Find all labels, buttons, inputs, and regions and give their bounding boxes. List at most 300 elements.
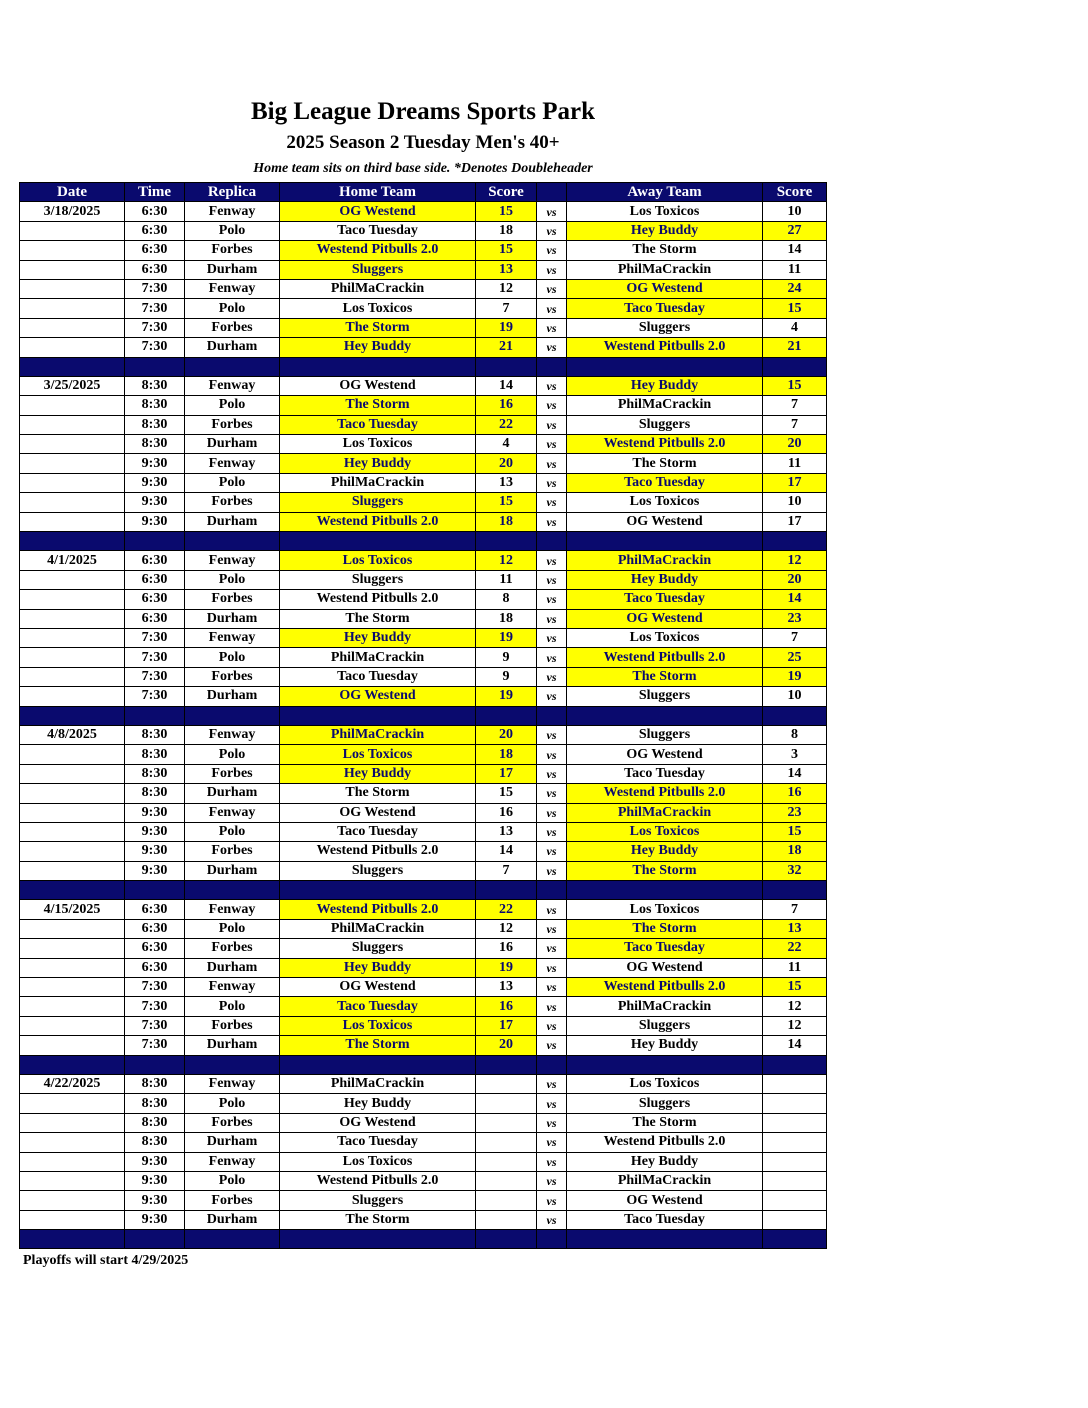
away-score: 19 (763, 667, 827, 686)
game-time: 7:30 (125, 318, 185, 337)
game-field: Fenway (185, 978, 280, 997)
home-team: PhilMaCrackin (280, 1074, 476, 1093)
away-team: The Storm (567, 454, 763, 473)
game-field: Fenway (185, 803, 280, 822)
game-field: Durham (185, 958, 280, 977)
game-time: 6:30 (125, 609, 185, 628)
away-team: Sluggers (567, 1016, 763, 1035)
game-time: 6:30 (125, 202, 185, 221)
game-field: Polo (185, 221, 280, 240)
away-score: 3 (763, 745, 827, 764)
game-date (20, 1152, 125, 1171)
home-score: 11 (476, 570, 537, 589)
game-date (20, 299, 125, 318)
game-field: Forbes (185, 590, 280, 609)
game-time: 6:30 (125, 241, 185, 260)
vs-label: vs (537, 1210, 567, 1229)
game-field: Durham (185, 338, 280, 357)
separator-cell (763, 532, 827, 551)
col-header-replica: Replica (185, 183, 280, 202)
game-date (20, 764, 125, 783)
game-row (20, 958, 827, 977)
vs-label: vs (537, 939, 567, 958)
home-team: Taco Tuesday (280, 1133, 476, 1152)
game-row (20, 1210, 827, 1229)
away-score: 23 (763, 803, 827, 822)
away-team: The Storm (567, 1113, 763, 1132)
game-time: 8:30 (125, 396, 185, 415)
game-time: 9:30 (125, 454, 185, 473)
game-time: 7:30 (125, 1036, 185, 1055)
vs-label: vs (537, 900, 567, 919)
home-team: Sluggers (280, 1191, 476, 1210)
game-row (20, 764, 827, 783)
game-row (20, 822, 827, 841)
game-time: 7:30 (125, 299, 185, 318)
game-row (20, 338, 827, 357)
vs-label: vs (537, 1036, 567, 1055)
game-field: Fenway (185, 376, 280, 395)
home-team: Taco Tuesday (280, 822, 476, 841)
game-row (20, 570, 827, 589)
week-separator (20, 357, 827, 376)
away-score (763, 1094, 827, 1113)
home-score: 19 (476, 958, 537, 977)
home-team: Los Toxicos (280, 551, 476, 570)
game-row (20, 900, 827, 919)
away-score: 12 (763, 997, 827, 1016)
away-score: 22 (763, 939, 827, 958)
home-score: 15 (476, 493, 537, 512)
away-team: Taco Tuesday (567, 1210, 763, 1229)
game-date (20, 221, 125, 240)
home-team: PhilMaCrackin (280, 279, 476, 298)
game-row (20, 221, 827, 240)
away-score (763, 1210, 827, 1229)
game-field: Fenway (185, 900, 280, 919)
home-team: Westend Pitbulls 2.0 (280, 842, 476, 861)
game-time: 6:30 (125, 900, 185, 919)
game-date (20, 997, 125, 1016)
game-time: 7:30 (125, 648, 185, 667)
away-team: Sluggers (567, 415, 763, 434)
game-row (20, 609, 827, 628)
vs-label: vs (537, 202, 567, 221)
game-time: 9:30 (125, 1210, 185, 1229)
game-time: 8:30 (125, 745, 185, 764)
game-time: 7:30 (125, 997, 185, 1016)
away-team: OG Westend (567, 279, 763, 298)
game-date (20, 842, 125, 861)
separator-cell (537, 1230, 567, 1249)
home-team: Los Toxicos (280, 1016, 476, 1035)
away-score: 24 (763, 279, 827, 298)
separator-cell (567, 532, 763, 551)
game-row (20, 1152, 827, 1171)
game-field: Polo (185, 473, 280, 492)
game-date (20, 1094, 125, 1113)
game-time: 6:30 (125, 590, 185, 609)
game-time: 9:30 (125, 842, 185, 861)
away-team: Sluggers (567, 725, 763, 744)
game-time: 6:30 (125, 221, 185, 240)
away-team: The Storm (567, 919, 763, 938)
separator-cell (20, 706, 125, 725)
away-team: Hey Buddy (567, 1036, 763, 1055)
away-score: 25 (763, 648, 827, 667)
home-score: 7 (476, 861, 537, 880)
game-field: Forbes (185, 415, 280, 434)
away-score (763, 1133, 827, 1152)
home-score: 18 (476, 221, 537, 240)
vs-label: vs (537, 861, 567, 880)
away-score: 14 (763, 241, 827, 260)
season-subtitle: 2025 Season 2 Tuesday Men's 40+ (286, 132, 560, 153)
game-date (20, 1113, 125, 1132)
game-field: Fenway (185, 551, 280, 570)
away-team: Sluggers (567, 318, 763, 337)
away-team: Taco Tuesday (567, 299, 763, 318)
home-score: 22 (476, 415, 537, 434)
game-time: 8:30 (125, 725, 185, 744)
away-score: 7 (763, 628, 827, 647)
game-date (20, 609, 125, 628)
game-field: Durham (185, 861, 280, 880)
game-row (20, 1094, 827, 1113)
home-score: 16 (476, 997, 537, 1016)
home-score: 13 (476, 260, 537, 279)
game-row (20, 512, 827, 531)
home-score: 17 (476, 764, 537, 783)
playoffs-note: Playoffs will start 4/29/2025 (23, 1253, 189, 1268)
game-time: 8:30 (125, 1074, 185, 1093)
away-team: Taco Tuesday (567, 939, 763, 958)
game-date (20, 919, 125, 938)
game-date (20, 493, 125, 512)
home-team: The Storm (280, 318, 476, 337)
vs-label: vs (537, 570, 567, 589)
away-team: The Storm (567, 667, 763, 686)
vs-label: vs (537, 1016, 567, 1035)
home-team: Sluggers (280, 939, 476, 958)
game-row (20, 202, 827, 221)
home-team: Taco Tuesday (280, 997, 476, 1016)
away-score: 11 (763, 454, 827, 473)
away-score: 15 (763, 299, 827, 318)
separator-cell (763, 1230, 827, 1249)
home-team: Los Toxicos (280, 435, 476, 454)
game-time: 6:30 (125, 551, 185, 570)
schedule-table (19, 182, 827, 1249)
separator-cell (185, 1055, 280, 1074)
away-team: Sluggers (567, 1094, 763, 1113)
game-row (20, 1113, 827, 1132)
home-score: 13 (476, 473, 537, 492)
game-date (20, 667, 125, 686)
game-time: 8:30 (125, 784, 185, 803)
game-time: 9:30 (125, 822, 185, 841)
away-score: 14 (763, 1036, 827, 1055)
home-team: PhilMaCrackin (280, 919, 476, 938)
home-score: 9 (476, 667, 537, 686)
vs-label: vs (537, 1133, 567, 1152)
away-score: 7 (763, 900, 827, 919)
away-score: 15 (763, 376, 827, 395)
game-date (20, 435, 125, 454)
game-time: 9:30 (125, 512, 185, 531)
home-team: Los Toxicos (280, 299, 476, 318)
vs-label: vs (537, 1074, 567, 1093)
separator-cell (476, 881, 537, 900)
away-score: 14 (763, 590, 827, 609)
col-header-away-team: Away Team (567, 183, 763, 202)
home-team: PhilMaCrackin (280, 473, 476, 492)
away-score: 8 (763, 725, 827, 744)
away-score: 16 (763, 784, 827, 803)
vs-label: vs (537, 1094, 567, 1113)
vs-label: vs (537, 338, 567, 357)
separator-cell (476, 357, 537, 376)
home-team: Los Toxicos (280, 745, 476, 764)
vs-label: vs (537, 493, 567, 512)
game-row (20, 435, 827, 454)
game-time: 9:30 (125, 1171, 185, 1190)
game-time: 6:30 (125, 958, 185, 977)
game-field: Polo (185, 997, 280, 1016)
home-score: 19 (476, 628, 537, 647)
game-row (20, 648, 827, 667)
away-team: Hey Buddy (567, 221, 763, 240)
separator-cell (567, 1230, 763, 1249)
home-score: 7 (476, 299, 537, 318)
game-row (20, 241, 827, 260)
col-header-time: Time (125, 183, 185, 202)
col-header-away-score: Score (763, 183, 827, 202)
separator-cell (476, 532, 537, 551)
week-separator (20, 532, 827, 551)
home-score: 8 (476, 590, 537, 609)
game-date (20, 279, 125, 298)
game-date (20, 861, 125, 880)
away-team: Los Toxicos (567, 493, 763, 512)
game-date (20, 260, 125, 279)
home-team: The Storm (280, 1210, 476, 1229)
away-team: PhilMaCrackin (567, 803, 763, 822)
game-date (20, 590, 125, 609)
vs-label: vs (537, 512, 567, 531)
home-team: Hey Buddy (280, 338, 476, 357)
away-score: 10 (763, 493, 827, 512)
separator-cell (20, 1230, 125, 1249)
separator-cell (476, 706, 537, 725)
separator-cell (125, 357, 185, 376)
page-title: Big League Dreams Sports Park (251, 98, 595, 125)
game-field: Forbes (185, 1016, 280, 1035)
home-score: 15 (476, 241, 537, 260)
away-score: 14 (763, 764, 827, 783)
separator-cell (763, 706, 827, 725)
game-field: Polo (185, 745, 280, 764)
away-team: Taco Tuesday (567, 590, 763, 609)
away-team: Los Toxicos (567, 628, 763, 647)
game-field: Fenway (185, 454, 280, 473)
game-date (20, 396, 125, 415)
separator-cell (20, 357, 125, 376)
vs-label: vs (537, 279, 567, 298)
separator-cell (476, 1230, 537, 1249)
separator-cell (125, 532, 185, 551)
vs-label: vs (537, 919, 567, 938)
away-team: Westend Pitbulls 2.0 (567, 978, 763, 997)
away-score: 23 (763, 609, 827, 628)
home-score: 15 (476, 202, 537, 221)
col-header-home-team: Home Team (280, 183, 476, 202)
vs-label: vs (537, 1113, 567, 1132)
separator-cell (125, 881, 185, 900)
game-time: 7:30 (125, 978, 185, 997)
away-score: 21 (763, 338, 827, 357)
game-row (20, 667, 827, 686)
week-separator (20, 1055, 827, 1074)
home-team: Sluggers (280, 493, 476, 512)
game-field: Polo (185, 919, 280, 938)
away-team: Los Toxicos (567, 900, 763, 919)
game-row (20, 842, 827, 861)
game-date (20, 687, 125, 706)
home-team: Hey Buddy (280, 764, 476, 783)
away-score (763, 1191, 827, 1210)
game-date (20, 1191, 125, 1210)
separator-cell (567, 881, 763, 900)
away-team: OG Westend (567, 512, 763, 531)
away-team: PhilMaCrackin (567, 997, 763, 1016)
game-date (20, 648, 125, 667)
game-row (20, 745, 827, 764)
away-team: PhilMaCrackin (567, 260, 763, 279)
away-team: The Storm (567, 861, 763, 880)
separator-cell (185, 1230, 280, 1249)
game-date (20, 1171, 125, 1190)
game-field: Forbes (185, 667, 280, 686)
vs-label: vs (537, 687, 567, 706)
home-team: Westend Pitbulls 2.0 (280, 590, 476, 609)
game-field: Polo (185, 648, 280, 667)
vs-label: vs (537, 435, 567, 454)
vs-label: vs (537, 551, 567, 570)
game-time: 7:30 (125, 667, 185, 686)
vs-label: vs (537, 473, 567, 492)
game-date (20, 454, 125, 473)
separator-cell (125, 706, 185, 725)
home-team: Westend Pitbulls 2.0 (280, 512, 476, 531)
vs-label: vs (537, 745, 567, 764)
game-field: Polo (185, 570, 280, 589)
game-row (20, 415, 827, 434)
away-team: Taco Tuesday (567, 764, 763, 783)
week-separator (20, 881, 827, 900)
home-team: Taco Tuesday (280, 415, 476, 434)
away-score: 20 (763, 570, 827, 589)
vs-label: vs (537, 764, 567, 783)
home-team: OG Westend (280, 202, 476, 221)
game-time: 8:30 (125, 1094, 185, 1113)
game-field: Forbes (185, 318, 280, 337)
home-team: Sluggers (280, 260, 476, 279)
game-field: Durham (185, 784, 280, 803)
vs-label: vs (537, 1171, 567, 1190)
game-time: 6:30 (125, 939, 185, 958)
home-score: 21 (476, 338, 537, 357)
away-score: 11 (763, 260, 827, 279)
away-team: OG Westend (567, 958, 763, 977)
vs-label: vs (537, 725, 567, 744)
game-field: Forbes (185, 842, 280, 861)
away-team: OG Westend (567, 1191, 763, 1210)
game-row (20, 803, 827, 822)
game-time: 8:30 (125, 415, 185, 434)
col-header-date: Date (20, 183, 125, 202)
home-team: The Storm (280, 609, 476, 628)
home-score: 16 (476, 939, 537, 958)
home-team: OG Westend (280, 978, 476, 997)
game-date (20, 241, 125, 260)
away-team: OG Westend (567, 745, 763, 764)
away-team: OG Westend (567, 609, 763, 628)
home-team: Hey Buddy (280, 1094, 476, 1113)
game-time: 9:30 (125, 473, 185, 492)
game-date (20, 1016, 125, 1035)
home-team: Taco Tuesday (280, 221, 476, 240)
game-date: 3/18/2025 (20, 202, 125, 221)
separator-cell (567, 706, 763, 725)
away-team: PhilMaCrackin (567, 396, 763, 415)
away-team: PhilMaCrackin (567, 551, 763, 570)
game-date (20, 1036, 125, 1055)
home-team: OG Westend (280, 687, 476, 706)
game-time: 9:30 (125, 803, 185, 822)
game-date (20, 628, 125, 647)
game-row (20, 1133, 827, 1152)
game-date (20, 803, 125, 822)
away-score: 12 (763, 1016, 827, 1035)
game-row (20, 299, 827, 318)
vs-label: vs (537, 1152, 567, 1171)
separator-cell (280, 1055, 476, 1074)
away-team: The Storm (567, 241, 763, 260)
game-field: Durham (185, 260, 280, 279)
home-team: Westend Pitbulls 2.0 (280, 1171, 476, 1190)
home-score (476, 1074, 537, 1093)
vs-label: vs (537, 415, 567, 434)
game-date: 4/15/2025 (20, 900, 125, 919)
home-team: Westend Pitbulls 2.0 (280, 241, 476, 260)
away-team: Hey Buddy (567, 1152, 763, 1171)
vs-label: vs (537, 978, 567, 997)
game-row (20, 939, 827, 958)
game-row (20, 493, 827, 512)
home-team: OG Westend (280, 1113, 476, 1132)
away-score: 15 (763, 822, 827, 841)
away-team: Taco Tuesday (567, 473, 763, 492)
away-score: 17 (763, 512, 827, 531)
game-date (20, 939, 125, 958)
game-row (20, 376, 827, 395)
home-team: Hey Buddy (280, 454, 476, 473)
away-team: Westend Pitbulls 2.0 (567, 435, 763, 454)
vs-label: vs (537, 822, 567, 841)
game-row (20, 997, 827, 1016)
game-time: 9:30 (125, 493, 185, 512)
